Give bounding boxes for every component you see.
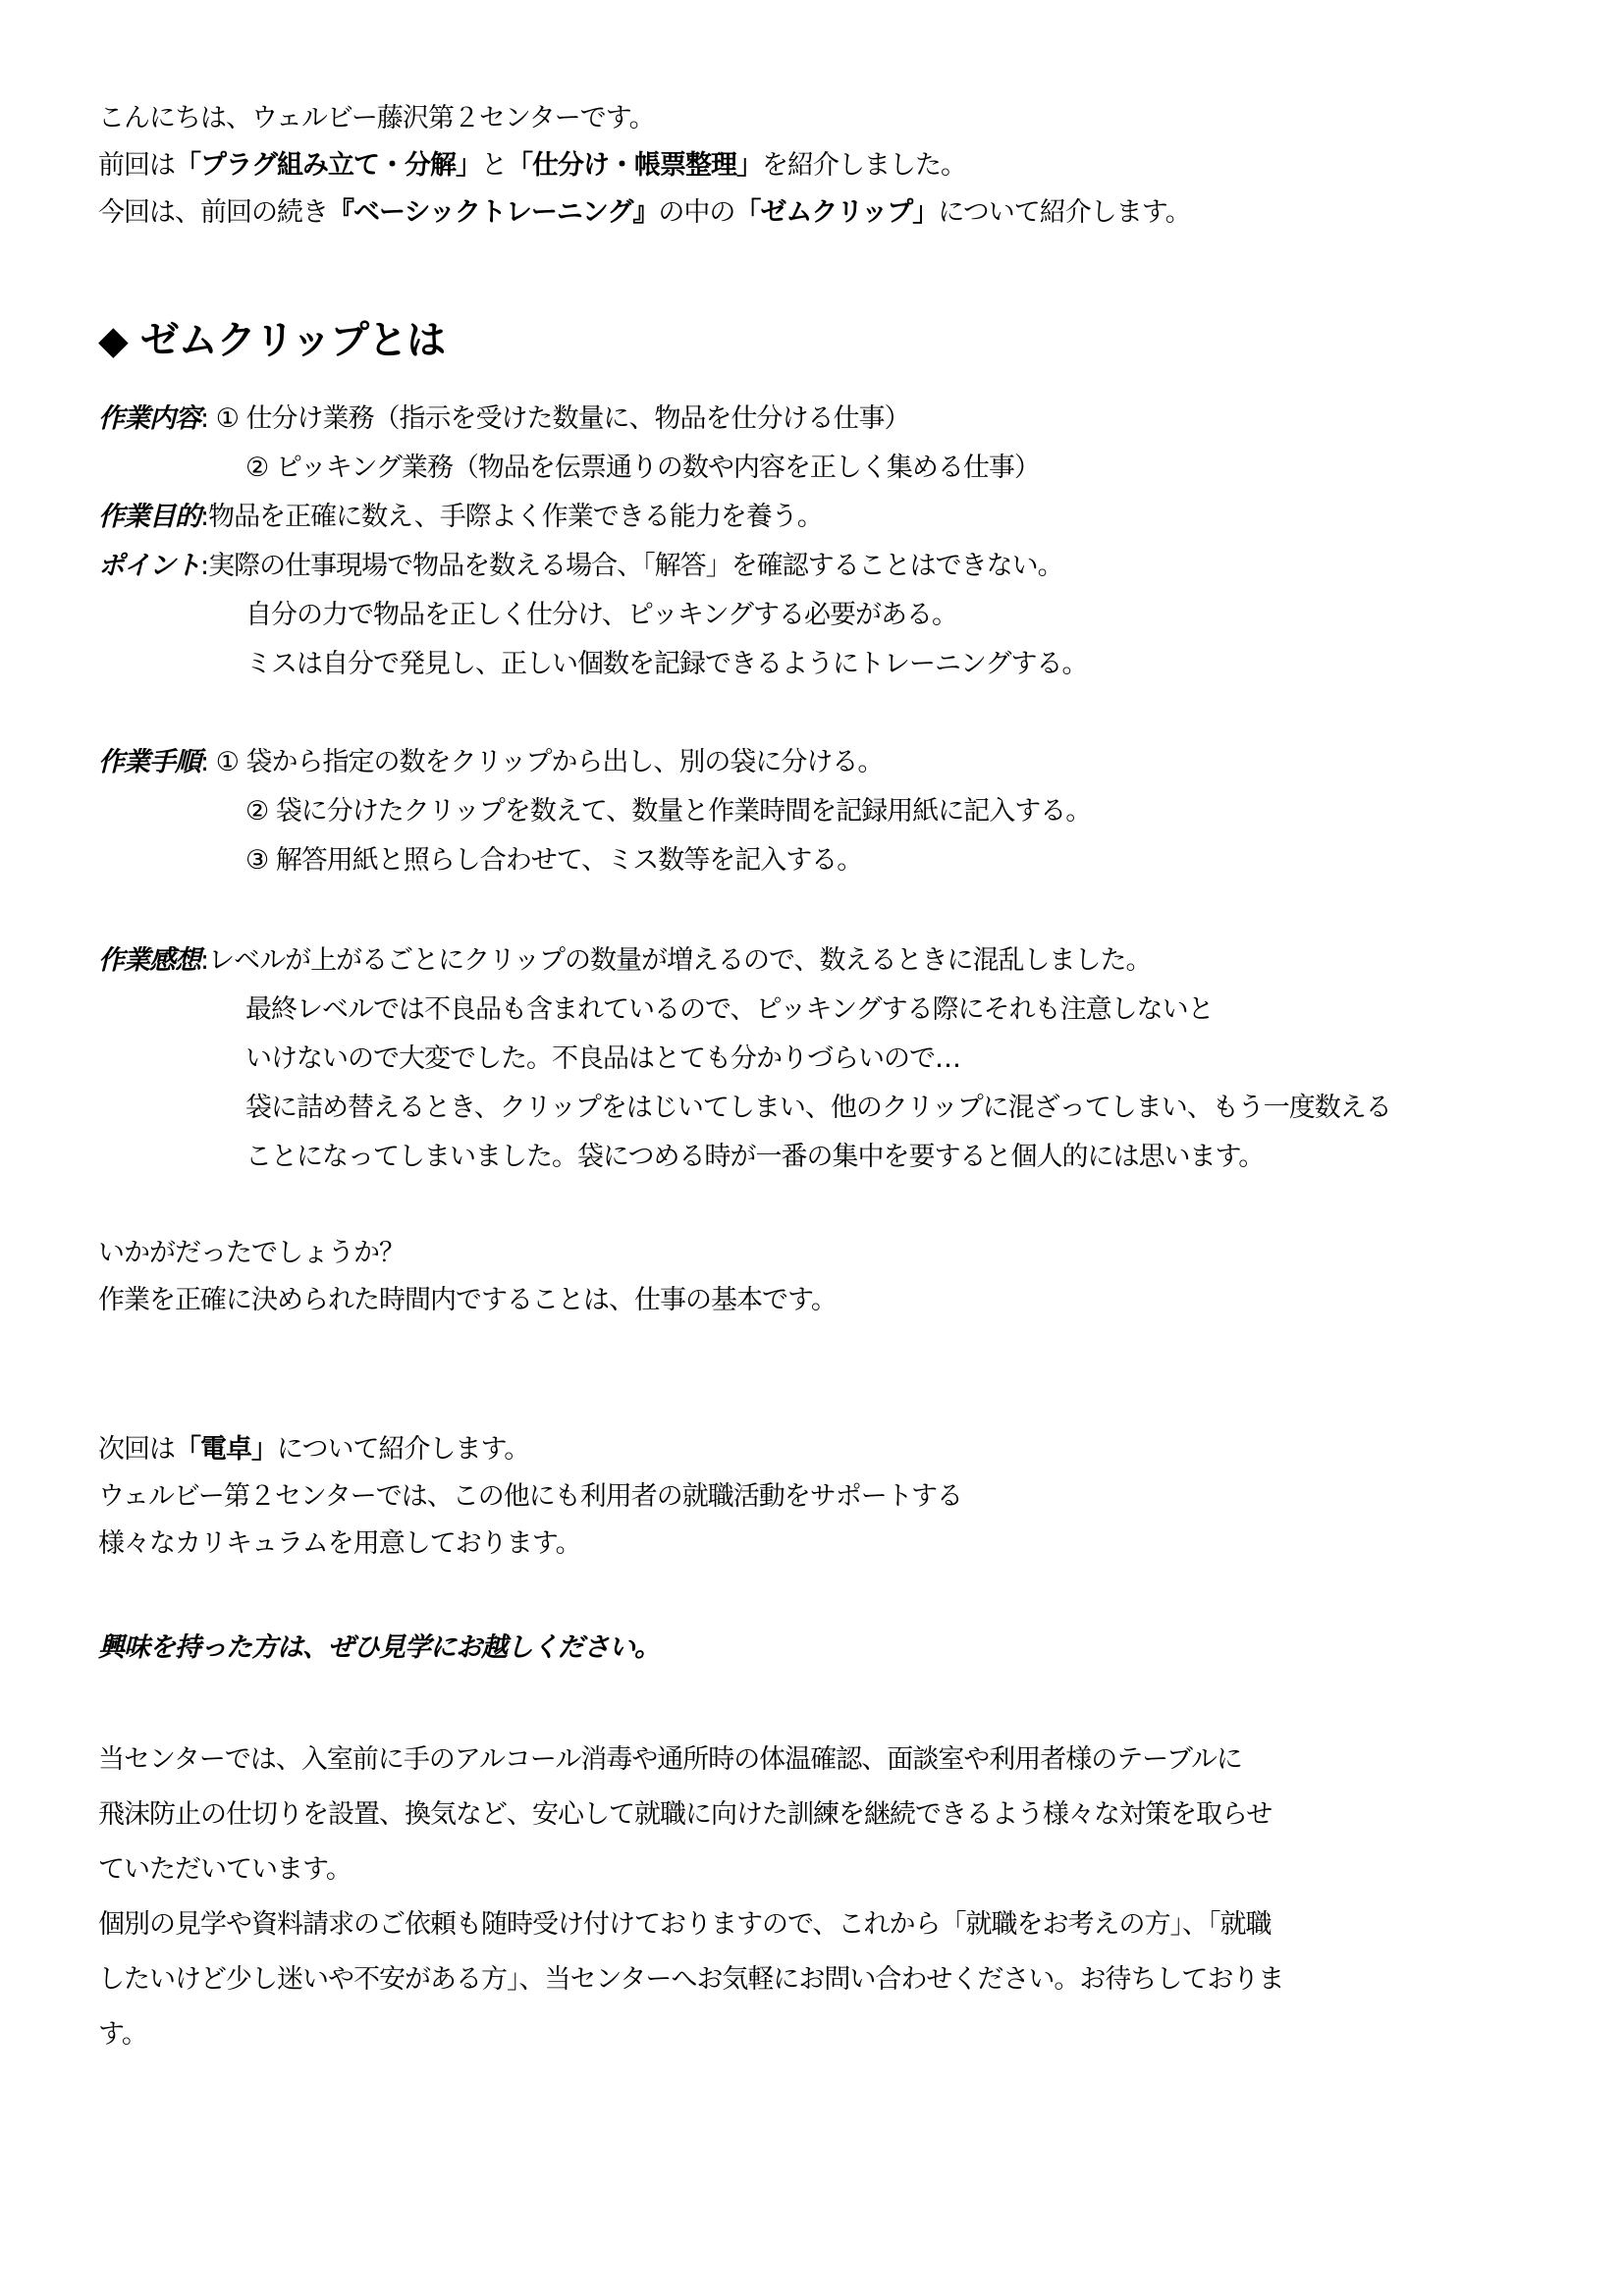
work-purpose-text: 物品を正確に数え、手際よく作業できる能力を養う。 <box>208 502 823 532</box>
notice-line-1 <box>98 1741 1242 1779</box>
next-topic-pre: 次回は <box>98 1434 175 1465</box>
impression-line-4: 袋に詰め替えるとき、クリップをはじいてしまい、他のクリップに混ざってしまい、もう一度数える <box>245 1093 1391 1123</box>
circled-number-2: ② <box>245 453 269 483</box>
procedure-step-3: 解答用紙と照らし合わせて、ミス数等を記入する。 <box>275 845 863 876</box>
closing-statement <box>98 1282 837 1319</box>
label-separator: : <box>200 502 209 532</box>
work-content-row-2 <box>245 450 1040 487</box>
intro-previous-topic-2: 「仕分け・帳票整理」 <box>507 150 762 181</box>
intro-greeting-text: こんにちは、ウェルビー藤沢第２センターです。 <box>98 103 655 133</box>
procedure-row-1 <box>98 744 883 781</box>
label-separator: : <box>200 747 209 777</box>
notice-text: 個別の見学や資料請求のご依頼も随時受け付けておりますので、これから「就職をお考えの方」、「就職 <box>98 1909 1272 1940</box>
closing-statement-text: 作業を正確に決められた時間内ですることは、仕事の基本です。 <box>98 1285 837 1315</box>
point-line-2: 自分の力で物品を正しく仕分け、ピッキングする必要がある。 <box>245 600 958 630</box>
section-title: ゼムクリップとは <box>139 318 446 363</box>
intro-current-mid: の中の <box>658 197 735 228</box>
point-line-3: ミスは自分で発見し、正しい個数を記録できるようにトレーニングする。 <box>245 649 1088 679</box>
procedure-step-1: 袋から指定の数をクリップから出し、別の袋に分ける。 <box>245 747 884 777</box>
notice-line-6 <box>98 2016 147 2054</box>
closing-question <box>98 1235 405 1272</box>
next-curriculum <box>98 1525 581 1563</box>
work-content-row-1 <box>98 400 910 438</box>
next-topic <box>98 1431 529 1468</box>
intro-current-topic: 「ゼムクリップ」 <box>734 197 939 228</box>
impression-row-5 <box>245 1139 1264 1176</box>
notice-text: す。 <box>98 2019 147 2050</box>
intro-current-series: 『ベーシックトレーニング』 <box>328 197 659 228</box>
point-row-1 <box>98 548 1063 585</box>
closing-question-text: いかがだったでしょうか？ <box>98 1238 405 1268</box>
impression-row-4 <box>245 1090 1391 1127</box>
next-topic-post: について紹介します。 <box>277 1434 530 1465</box>
label-separator: : <box>200 551 209 581</box>
invite-message: 興味を持った方は、ぜひ見学にお越しください。 <box>98 1632 660 1663</box>
notice-line-5 <box>98 1961 1283 1999</box>
intro-previous-pre: 前回は <box>98 150 175 181</box>
work-content-item-1: 仕分け業務（指示を受けた数量に、物品を仕分ける仕事） <box>245 403 910 434</box>
point-label: ポイント <box>98 551 200 581</box>
label-separator: : <box>200 403 209 434</box>
impression-row-2 <box>245 991 1214 1029</box>
impression-row-1 <box>98 942 1152 980</box>
intro-current-post: について紹介します。 <box>938 197 1191 228</box>
point-row-3 <box>245 646 1087 683</box>
impression-line-5: ことになってしまいました。袋につめる時が一番の集中を要すると個人的には思います。 <box>245 1142 1265 1172</box>
notice-line-3 <box>98 1851 352 1889</box>
notice-text: 飛沫防止の仕切りを設置、換気など、安心して就職に向けた訓練を継続できるよう様々な対策を取らせ <box>98 1799 1272 1830</box>
intro-greeting <box>98 100 655 137</box>
intro-previous-post: を紹介しました。 <box>762 150 966 181</box>
notice-text: ていただいています。 <box>98 1854 352 1885</box>
next-support <box>98 1478 962 1516</box>
intro-current <box>98 194 1191 232</box>
notice-line-4 <box>98 1906 1271 1944</box>
notice-text: 当センターでは、入室前に手のアルコール消毒や通所時の体温確認、面談室や利用者様のテーブルに <box>98 1744 1242 1775</box>
circled-number-3: ③ <box>245 845 269 876</box>
invite-text <box>98 1629 660 1667</box>
work-content-item-2: ピッキング業務（物品を伝票通りの数や内容を正しく集める仕事） <box>275 453 1040 483</box>
procedure-row-2 <box>245 793 1091 830</box>
intro-current-pre: 今回は、前回の続き <box>98 197 328 228</box>
notice-line-2 <box>98 1796 1272 1834</box>
intro-previous-mid: と <box>481 150 507 181</box>
label-separator: : <box>200 945 209 976</box>
next-curriculum-text: 様々なカリキュラムを用意しております。 <box>98 1528 581 1559</box>
notice-text: したいけど少し迷いや不安がある方」、当センターへお気軽にお問い合わせください。お待ちしておりま <box>98 1964 1284 1995</box>
work-purpose-label: 作業目的 <box>98 502 200 532</box>
circled-number-1: ① <box>215 403 239 434</box>
next-topic-name: 「電卓」 <box>175 1434 277 1465</box>
circled-number-1: ① <box>215 747 239 777</box>
point-line-1: 実際の仕事現場で物品を数える場合、「解答」を確認することはできない。 <box>208 551 1063 581</box>
impression-label: 作業感想 <box>98 945 200 976</box>
circled-number-2: ② <box>245 796 269 827</box>
intro-previous-topic-1: 「プラグ組み立て・分解」 <box>175 150 481 181</box>
intro-previous <box>98 147 966 185</box>
work-content-label: 作業内容 <box>98 403 200 434</box>
procedure-row-3 <box>245 842 862 880</box>
impression-line-2: 最終レベルでは不良品も含まれているので、ピッキングする際にそれも注意しないと <box>245 994 1214 1025</box>
procedure-step-2: 袋に分けたクリップを数えて、数量と作業時間を記録用紙に記入する。 <box>275 796 1092 827</box>
section-heading <box>98 316 445 365</box>
procedure-label: 作業手順 <box>98 747 200 777</box>
impression-line-3: いけないので大変でした。不良品はとても分かりづらいので… <box>245 1043 960 1074</box>
next-support-text: ウェルビー第２センターでは、この他にも利用者の就職活動をサポートする <box>98 1481 962 1512</box>
impression-line-1: レベルが上がるごとにクリップの数量が増えるので、数えるときに混乱しました。 <box>208 945 1152 976</box>
point-row-2 <box>245 597 957 634</box>
impression-row-3 <box>245 1041 960 1078</box>
diamond-bullet-icon: ◆ <box>98 318 128 363</box>
work-purpose-row <box>98 499 823 536</box>
